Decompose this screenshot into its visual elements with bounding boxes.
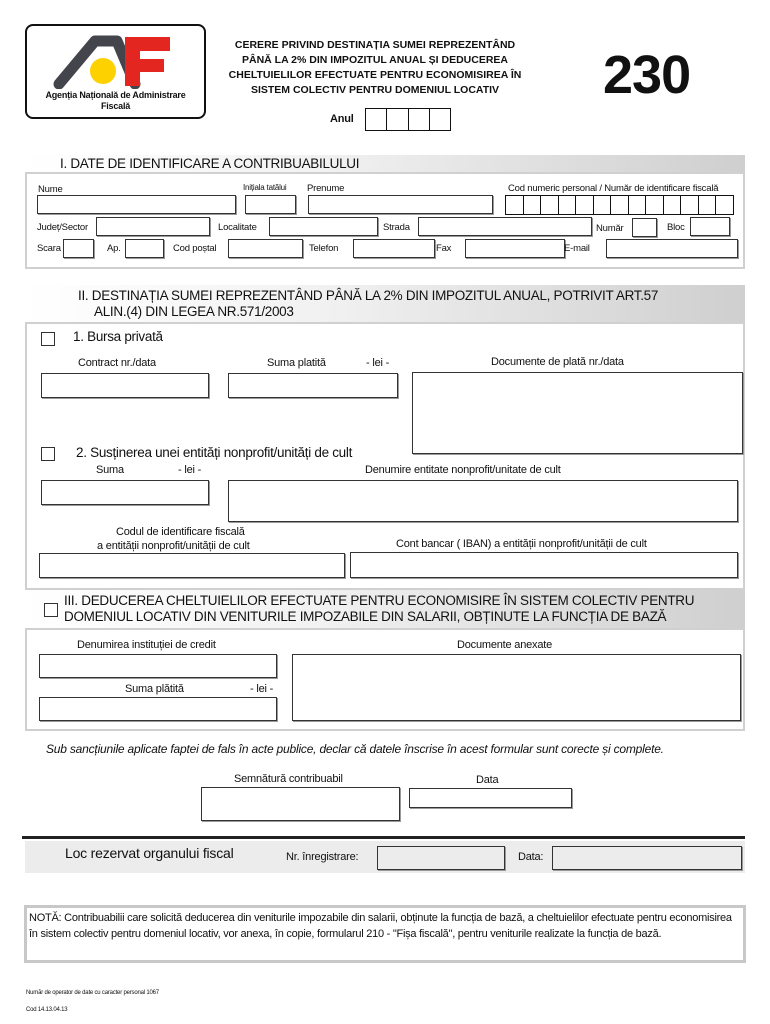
date-input[interactable] [409,788,572,808]
declaration-text: Sub sancțiunile aplicate faptei de fals în acte publice, declar că datele înscrise în acest formular sunt corecte și complete. [46,742,664,756]
suma-platita-label: Suma plătită [125,683,184,695]
cnp-digit-cell[interactable] [559,196,577,214]
cif-label: Codul de identificare fiscală [116,526,245,538]
scara-label: Scara [37,243,61,254]
form-number: 230 [603,45,691,105]
denumire-input[interactable] [228,480,738,522]
note-text: NOTĂ: Contribuabilii care solicită deducerea din veniturile impozabile din salarii, obținute la funcția de bază, a cheltuielilor efectuate pentru economisirea în sistem colectiv pentru domeniul locativ, vor anexa, în copie, formularul 210 - "Fișa fiscală", pentru veniturile realizate la funcția de bază. [29,912,732,940]
agency-name: Agenția Națională de Administrare Fiscală [45,90,186,111]
documente-anexate-label: Documente anexate [457,639,553,651]
section2-title: ALIN.(4) DIN LEGEA NR.571/2003 [94,304,294,319]
cnp-digit-cell[interactable] [541,196,559,214]
nr-inregistrare-label: Nr. înregistrare: [286,851,359,863]
section1-header [25,155,745,173]
nr-inregistrare-input[interactable] [377,846,505,870]
fax-label: Fax [436,243,452,254]
section3-title: III. DEDUCEREA CHELTUIELILOR EFECTUATE PENTRU ECONOMISIRE ÎN SISTEM COLECTIV PENTRU [64,593,695,608]
cnp-digit-cell[interactable] [716,196,733,214]
section2-header [25,285,745,323]
suma-label: Suma [96,464,124,476]
bloc-label: Bloc [667,222,685,233]
judet-input[interactable] [96,217,210,236]
lei-label: - lei - [366,357,390,369]
form-title [215,38,535,98]
note-box [24,905,746,963]
ap-label: Ap. [107,243,121,254]
strada-input[interactable] [418,217,592,236]
anaf-logo-icon [47,29,187,89]
suma-platita-input[interactable] [228,373,398,398]
nume-input[interactable] [37,195,236,214]
section3-checkbox[interactable] [44,603,58,617]
title-line: PÂNĂ LA 2% DIN IMPOZITUL ANUAL ȘI DEDUCEREA [241,54,509,66]
bursa-privata-label: 1. Bursa privată [73,329,163,344]
data-label: Data [476,774,499,786]
title-line: CERERE PRIVIND DESTINAȚIA SUMEI REPREZENTÂND [234,39,516,51]
nonprofit-label: 2. Susținerea unei entități nonprofit/unități de cult [76,445,353,460]
suma-platita-input[interactable] [39,697,277,721]
cnp-digit-cell[interactable] [576,196,594,214]
prenume-label: Prenume [307,183,345,194]
suma-platita-label: Suma platită [267,357,326,369]
ap-input[interactable] [125,239,164,258]
iban-input[interactable] [350,552,738,578]
nonprofit-checkbox[interactable] [41,447,55,461]
contract-label: Contract nr./data [78,357,156,369]
section2-title: II. DESTINAȚIA SUMEI REPREZENTÂND PÂNĂ LA 2% DIN IMPOZITUL ANUAL, POTRIVIT ART.57 [78,288,659,303]
cnp-label: Cod numeric personal / Număr de identificare fiscală [508,183,719,194]
bloc-input[interactable] [690,217,730,236]
signature-input[interactable] [201,787,400,821]
form-code: Cod 14.13.04.13 [26,1007,68,1013]
lei-label: - lei - [250,683,274,695]
cnp-digit-cell[interactable] [699,196,717,214]
numar-input[interactable] [632,218,657,237]
section3-title: DOMENIUL LOCATIV DIN VENITURILE IMPOZABILE DIN SALARII, OBȚINUTE LA FUNCȚIA DE BAZĂ [64,609,667,624]
cnp-digit-cell[interactable] [524,196,542,214]
cnp-digit-cell[interactable] [506,196,524,214]
documente-plata-label: Documente de plată nr./data [491,356,624,368]
fiscal-title: Loc rezervat organului fiscal [65,845,234,861]
iban-label: Cont bancar ( IBAN) a entității nonprofit/unității de cult [396,538,647,550]
initiala-input[interactable] [245,195,296,214]
telefon-input[interactable] [353,239,435,258]
cnp-digit-cell[interactable] [664,196,682,214]
semnatura-label: Semnătură contribuabil [234,773,343,785]
agency-logo [25,24,206,119]
institutie-label: Denumirea instituției de credit [77,639,216,651]
cnp-digit-cell[interactable] [594,196,612,214]
lei-label: - lei - [178,464,202,476]
cnp-digit-cell[interactable] [629,196,647,214]
bursa-privata-checkbox[interactable] [41,332,55,346]
institutie-input[interactable] [39,654,277,678]
year-field[interactable] [365,108,451,131]
denumire-label: Denumire entitate nonprofit/unitate de cult [365,464,561,476]
initiala-label: Inițiala tatălui [243,183,287,192]
cnp-digit-cell[interactable] [681,196,699,214]
title-line: CHELTUIELILOR EFECTUATE PENTRU ECONOMISIREA ÎN [228,69,522,81]
cod-postal-label: Cod poștal [173,243,217,254]
nume-label: Nume [38,184,63,195]
fax-input[interactable] [465,239,565,258]
title-line: SISTEM COLECTIV PENTRU DOMENIUL LOCATIV [250,84,500,96]
operator-number: Număr de operator de date cu caracter personal 1067 [26,990,159,996]
documente-anexate-input[interactable] [292,654,741,721]
cif-input[interactable] [39,553,345,578]
prenume-input[interactable] [308,195,493,214]
fiscal-data-input[interactable] [552,846,742,870]
cnp-digit-cell[interactable] [646,196,664,214]
numar-label: Număr [596,223,624,234]
judet-label: Județ/Sector [37,222,88,233]
cnp-input[interactable] [505,195,734,215]
suma-input[interactable] [41,480,209,505]
documente-plata-input[interactable] [412,372,743,454]
telefon-label: Telefon [309,243,339,254]
divider [22,836,745,839]
email-label: E-mail [564,243,590,254]
section3-header [25,590,745,628]
scara-input[interactable] [63,239,94,258]
fiscal-data-label: Data: [518,851,544,863]
email-input[interactable] [606,239,738,258]
cnp-digit-cell[interactable] [611,196,629,214]
strada-label: Strada [383,222,410,233]
localitate-label: Localitate [218,222,257,233]
cif-label: a entității nonprofit/unității de cult [97,540,250,552]
year-label: Anul [330,113,354,125]
localitate-input[interactable] [269,217,378,236]
cod-postal-input[interactable] [228,239,303,258]
contract-input[interactable] [41,373,209,398]
section1-title: I. DATE DE IDENTIFICARE A CONTRIBUABILULUI [60,156,360,171]
